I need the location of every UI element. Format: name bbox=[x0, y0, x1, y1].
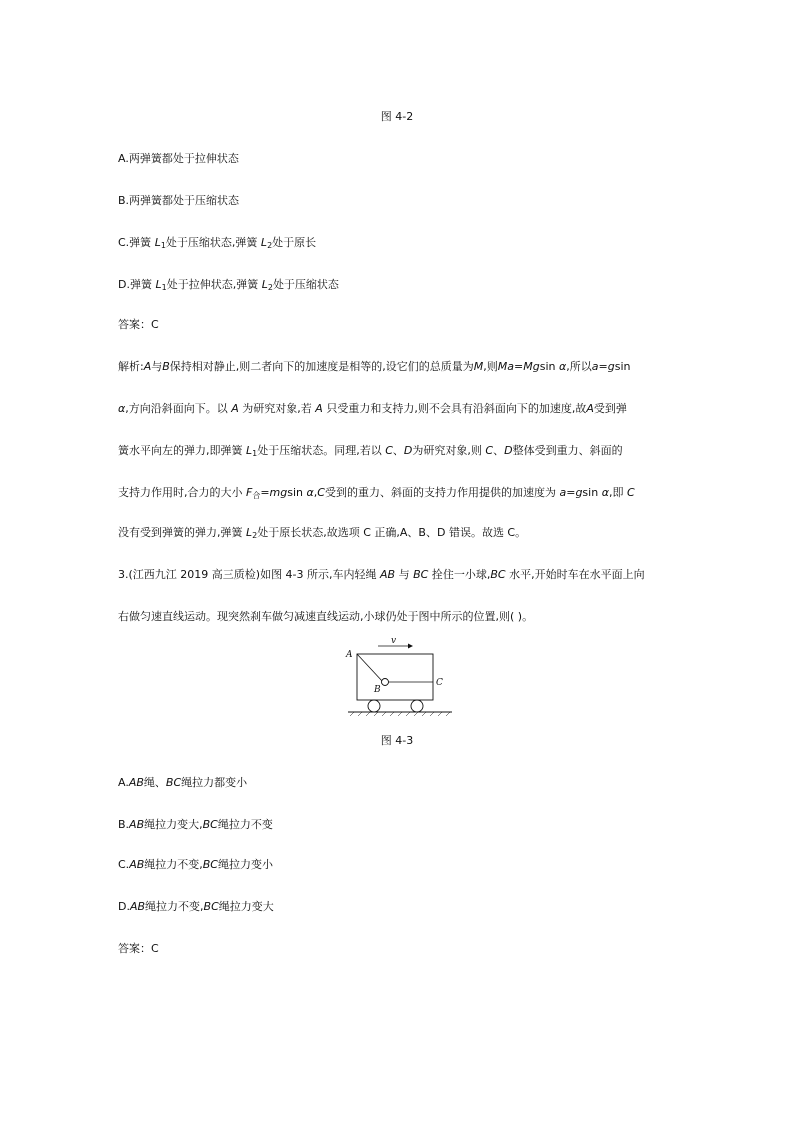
cart-body bbox=[357, 654, 433, 700]
ground bbox=[348, 712, 452, 716]
option-text: 处于压缩状态 bbox=[272, 278, 339, 291]
q3-option-c: C.AB绳拉力不变,BC绳拉力变小 bbox=[118, 858, 273, 871]
option-text: 处于原长 bbox=[272, 236, 317, 249]
q2-analysis-line-3: 簧水平向左的弹力,即弹簧 $L_1$处于压缩状态。同理,若以 C、D为研究对象,则 C、D整体受到重力、斜面的 bbox=[118, 444, 623, 458]
symbol-L: L bbox=[155, 278, 162, 291]
q3-stem-line-2: 右做匀速直线运动。现突然刹车做匀减速直线运动,小球仍处于图中所示的位置,则( )。 bbox=[118, 610, 534, 623]
q2-answer: 答案：C bbox=[118, 318, 159, 331]
option-text: C.弹簧 bbox=[118, 236, 155, 249]
q2-option-b: B.两弹簧都处于压缩状态 bbox=[118, 194, 240, 207]
label-c: C bbox=[436, 678, 443, 688]
option-text: D.弹簧 bbox=[118, 278, 156, 291]
rope-ab bbox=[357, 654, 383, 682]
q2-analysis-line-4: 支持力作用时,合力的大小 $F_合=mgsin$ α,C受到的重力、斜面的支持力作用提供的加速度为 a=gsin α,即 C bbox=[118, 486, 635, 500]
q3-option-b: B.AB绳拉力变大,BC绳拉力不变 bbox=[118, 818, 273, 831]
q3-stem-line-1: 3.(江西九江 2019 高三质检)如图 4-3 所示,车内轻绳 AB 与 BC 拴住一小球,BC 水平,开始时车在水平面上向 bbox=[118, 568, 645, 581]
q2-analysis-line-2: α,方向沿斜面向下。以 A 为研究对象,若 A 只受重力和支持力,则不会具有沿斜面向下的加速度,故A受到弹 bbox=[118, 402, 627, 415]
q3-option-d: D.AB绳拉力不变,BC绳拉力变大 bbox=[118, 900, 274, 913]
option-text: 处于拉伸状态,弹簧 bbox=[166, 278, 262, 291]
symbol-L: L bbox=[261, 278, 268, 291]
wheel-left bbox=[368, 700, 380, 712]
q2-analysis-line-1: 解析:A与B保持相对静止,则二者向下的加速度是相等的,设它们的总质量为M,则Ma=Mgsin α,所以a=gsin bbox=[118, 360, 631, 373]
subscript: 1 bbox=[161, 283, 167, 292]
q2-option-d bbox=[118, 278, 339, 295]
option-text: 处于压缩状态,弹簧 bbox=[165, 236, 261, 249]
q2-analysis-line-5: 没有受到弹簧的弹力,弹簧 $L_2$处于原长状态,故选项 C 正确,A、B、D 错误。故选 C。 bbox=[118, 526, 527, 540]
cart-diagram bbox=[340, 636, 460, 718]
q2-option-c bbox=[118, 236, 316, 253]
symbol-L: L bbox=[260, 236, 268, 249]
subscript: 1 bbox=[160, 241, 166, 250]
label-a: A bbox=[346, 650, 353, 660]
q3-answer: 答案：C bbox=[118, 942, 159, 955]
figure-caption-4-3: 图 4-3 bbox=[380, 734, 414, 747]
q3-option-a: A.AB绳、BC绳拉力都变小 bbox=[118, 776, 248, 789]
subscript: 2 bbox=[267, 283, 273, 292]
ball bbox=[382, 679, 389, 686]
wheel-right bbox=[411, 700, 423, 712]
figure-caption-4-2: 图 4-2 bbox=[380, 110, 414, 123]
subscript: 2 bbox=[267, 241, 273, 250]
symbol-L: L bbox=[154, 236, 161, 249]
q2-option-a: A.两弹簧都处于拉伸状态 bbox=[118, 152, 239, 165]
label-v: v bbox=[391, 636, 397, 646]
label-b: B bbox=[374, 685, 381, 695]
